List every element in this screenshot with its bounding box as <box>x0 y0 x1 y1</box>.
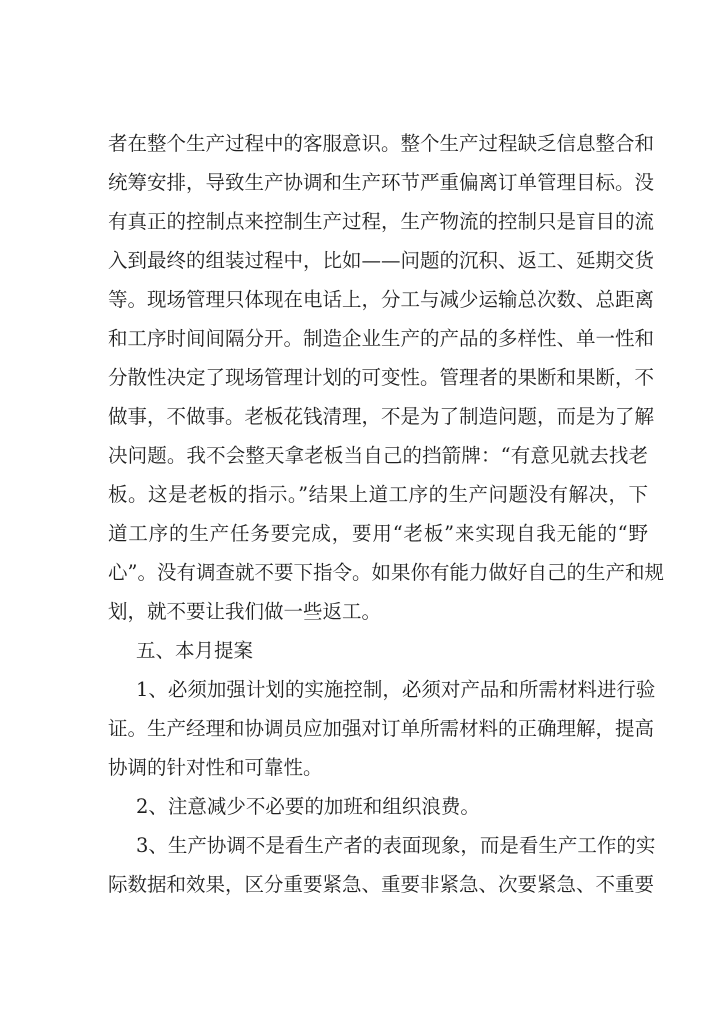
proposal-item-3-line: 3、生产协调不是看生产者的表面现象，而是看生产工作的实 <box>136 834 656 857</box>
body-line: 者在整个生产过程中的客服意识。整个生产过程缺乏信息整合和 <box>108 132 655 155</box>
body-line: 等。现场管理只体现在电话上，分工与减少运输总次数、总距离 <box>108 288 655 311</box>
body-line: 统筹安排，导致生产协调和生产环节严重偏离订单管理目标。没 <box>108 171 655 194</box>
body-line: 和工序时间间隔分开。制造企业生产的产品的多样性、单一性和 <box>108 327 655 350</box>
body-line: 入到最终的组装过程中，比如——问题的沉积、返工、延期交货 <box>108 249 655 272</box>
section-heading: 五、本月提案 <box>136 639 254 662</box>
body-line: 做事，不做事。老板花钱清理，不是为了制造问题，而是为了解 <box>108 405 655 428</box>
body-line: 分散性决定了现场管理计划的可变性。管理者的果断和果断，不 <box>108 366 655 389</box>
body-line: 有真正的控制点来控制生产过程，生产物流的控制只是盲目的流 <box>108 210 655 233</box>
body-line: 决问题。我不会整天拿老板当自己的挡箭牌：“有意见就去找老 <box>108 444 648 467</box>
body-line: 划，就不要让我们做一些返工。 <box>108 600 382 623</box>
body-line: 板。这是老板的指示。”结果上道工序的生产问题没有解决，下 <box>108 483 648 506</box>
proposal-item-1-line: 协调的针对性和可靠性。 <box>108 756 323 779</box>
proposal-item-1-line: 证。生产经理和协调员应加强对订单所需材料的正确理解，提高 <box>108 717 655 740</box>
proposal-item-1-line: 1、必须加强计划的实施控制，必须对产品和所需材料进行验 <box>136 678 656 701</box>
body-line: 道工序的生产任务要完成，要用“老板”来实现自我无能的“野 <box>108 522 648 545</box>
proposal-item-2-line: 2、注意减少不必要的加班和组织浪费。 <box>136 795 480 818</box>
body-line: 心”。没有调查就不要下指令。如果你有能力做好自己的生产和规 <box>108 561 664 584</box>
proposal-item-3-line: 际数据和效果，区分重要紧急、重要非紧急、次要紧急、不重要 <box>108 873 655 896</box>
